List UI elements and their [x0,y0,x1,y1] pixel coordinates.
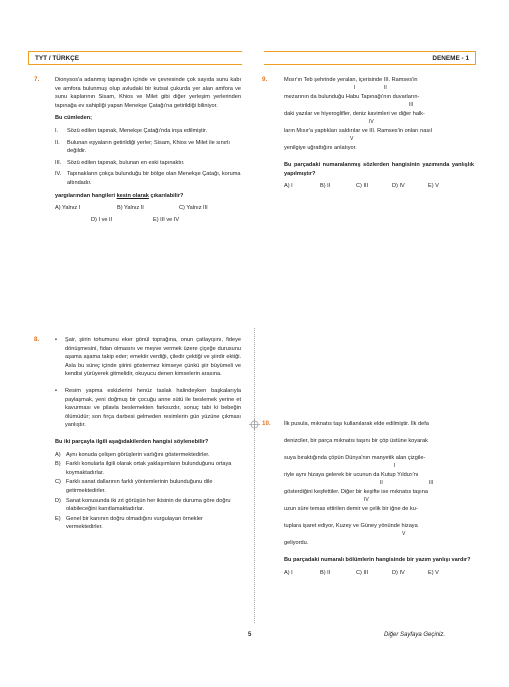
question-10 [284,420,474,577]
passage-line [284,420,474,437]
question-10-stem: Bu parçadaki numaralı bölümlerin hangisinde bir yazım yanlışı vardır? [284,557,471,563]
numeral-label: I [394,463,396,469]
subject-tag: TYT / TÜRKÇE [28,51,242,65]
option-b[interactable]: B) Yalnız II [117,205,144,212]
question-7-options-row2 [55,216,241,225]
passage-line-text: İlk pusula, mıknatıs taşı kullanılarak elde edilmiştir. İlk defa [284,421,429,427]
option-d[interactable]: D) IV [392,569,405,576]
question-7-lead: Bu cümleden; [55,115,92,122]
option-d[interactable]: D) IV [392,183,405,190]
numeral-label: II [384,85,387,91]
numeral-label: I [354,85,356,91]
option-a[interactable]: A) Aynı konuda çelişen görüşlerin varlığını göstermektedirler. [55,451,210,458]
passage-line-text: geliyordu. [284,540,309,546]
question-7-passage: Dionysos'a adanmış tapınağın içinde ve çevresinde çok sayıda sunu kabı ve amfora bulunmuş olup avludaki bir kutsal çukurda yer alan amfora ve sunu kaplarının Sisam, Khios ve Milet gibi diğer yerleşim yerlerinden tapınağa ev sahipliği yapan Menekşe Çatağı'na getirildiği biliniyor. [55,77,241,109]
passage-line [284,454,474,471]
question-10-options [284,569,474,578]
passage-line-text: mezarının da bulunduğu Habu Tapınağı'nın duvarların- [284,94,420,100]
list-item: II. Bulunan eşyaların getirildiği yerler; Sisam, Khios ve Milet ile sınırlı değildir. [55,139,230,155]
option-e[interactable]: E) Genel bir kanının doğru olmadığını vurgulayan örnekler vermektedirler. [55,515,203,531]
option-d[interactable]: D) Sanat konusunda iki zıt görüşün her ikisinin de duruma göre doğru olabileceğini kanıtlamaktadırlar. [55,497,231,513]
option-d[interactable]: D) I ve II [91,216,113,223]
question-7 [55,76,241,224]
question-9-passage [284,76,474,161]
passage-line-text: denizciler, bir parça mıknatıs taşını bir çöp üstüne koyarak [284,438,428,444]
passage-line [284,471,474,488]
numeral-label: V [350,136,354,142]
numeral-label: II [380,480,383,486]
passage-line [284,76,474,93]
option-b[interactable]: B) II [320,569,331,576]
option-e[interactable]: E) V [428,183,439,190]
list-item: III. Sözü edilen tapınak, bulunan en eski tapınaktır. [55,159,185,166]
question-9 [284,76,474,191]
question-7-items [55,127,241,188]
option-b[interactable]: B) Farklı konularla ilgili olarak ortak yaklaşımların bulunduğunu ortaya koymaktadırlar. [55,461,232,476]
question-10-number: 10. [262,420,271,427]
passage-line [284,539,474,556]
question-8 [55,336,241,533]
numeral-label: III [409,102,414,108]
numeral-label: IV [364,497,369,503]
list-item: IV. Tapınakların çokça bulunduğu bir bölge olan Menekşe Çatağı, koruma altındadır. [55,171,241,186]
numeral-label: V [402,531,406,537]
exam-tag: DENEME - 1 [264,51,476,65]
passage-line-text: yenilgiye uğrattığını anlatıyor. [284,145,357,151]
option-a[interactable]: A) Yalnız I [55,205,81,212]
column-divider [254,328,255,623]
option-c[interactable]: C) Farklı sanat dallarının farklı yöntemlerinin bulunduğunu dile getirmektedirler. [55,479,213,494]
numeral-label: III [429,480,434,486]
passage-line [284,144,474,161]
question-8-stem: Bu iki parçayla ilgili aşağıdakilerden hangisi söylenebilir? [55,438,209,445]
question-10-passage [284,420,474,556]
passage-line-text: daki yazılar ve hiyeroglifler, deniz kavimleri ve diğer halk- [284,111,425,117]
list-item: • Şair, şiirin tohumunu eker gönül toprağına, onun çatlayışını, fideye dönüşmesini, fidan olmasını ve meyve vermek üzere çiçeğe durusunu aşama aşama takip eder; emektir verdiği, çiledir çektiği ve şiirdir ektiği. Asla bu süreç içinde şiirini göstermez kimseye çünkü şiir büyümeli ve kendisi yürüyerek gitmelidir, okuyucu denen kimselerin arasına. [55,337,241,378]
passage-line [284,127,474,144]
passage-line [284,110,474,127]
passage-line-text: uzun süre temas ettirilen demir ve çelik bir iğne de ku- [284,506,418,512]
option-a[interactable]: A) I [284,183,293,190]
passage-line-text: gösterdiğini keşfettiler. Diğer bir keşifte ise mıknatıs taşına [284,489,428,495]
passage-line-text: tuplara işaret ediyor, Kuzey ve Güney yönünde hizaya [284,523,418,529]
passage-line [284,505,474,522]
page-number: 5 [248,632,252,638]
question-7-number: 7. [34,76,40,83]
list-item: • Resim yapma eskizlerini henüz taslak halindeyken başkalarıyla paylaşmak, yeni doğmuş bir çocuğu anne sütü ile beslemek yerine et kavurması ve pilavla beslemekten farksızdır, sonuç tabi ki bebeğin ölümüdür; son fırça darbesi gelmeden resimlerin gün yüzüne çıkması yanlıştır. [55,387,241,429]
option-c[interactable]: C) III [356,569,369,576]
passage-line [284,437,474,454]
question-9-stem: Bu parçadaki numaralanmış sözlerden hangisinin yazımında yanlışlık yapılmıştır? [284,162,474,177]
numeral-label: IV [369,119,374,125]
passage-line [284,93,474,110]
passage-line-text: Mısır'ın Teb şehrinde yeralan, içerisinde III. Ramses'in [284,77,418,83]
passage-line-text: riyle aynı hizaya gelerek bir ucunun da Kutup Yıldızı'nı [284,472,419,478]
option-e[interactable]: E) V [428,569,439,576]
list-item: I. Sözü edilen tapınak, Menekşe Çatağı'nda inşa edilmiştir. [55,127,208,134]
passage-line-text: suya bıraktığında çöpün Dünya'nın manyetik alan çizgile- [284,455,426,461]
question-8-number: 8. [34,336,40,343]
question-7-stem: yargılarından hangileri kesin olarak çıkarılabilir? [55,192,184,199]
question-9-options [284,182,474,191]
passage-line [284,488,474,505]
passage-line-text: ların Mısır'a yaptıkları saldırılar ve III. Ramses'in onları nasıl [284,128,432,134]
option-c[interactable]: C) Yalnız III [179,205,208,212]
crosshair-icon [249,419,260,430]
question-9-number: 9. [262,76,268,83]
question-7-options [55,204,241,213]
option-a[interactable]: A) I [284,569,293,576]
passage-line [284,522,474,539]
option-b[interactable]: B) II [320,183,331,190]
next-page-note: Diğer Sayfaya Geçiniz. [384,632,446,638]
question-8-options [55,451,241,532]
option-e[interactable]: E) III ve IV [153,216,180,223]
option-c[interactable]: C) III [356,183,369,190]
